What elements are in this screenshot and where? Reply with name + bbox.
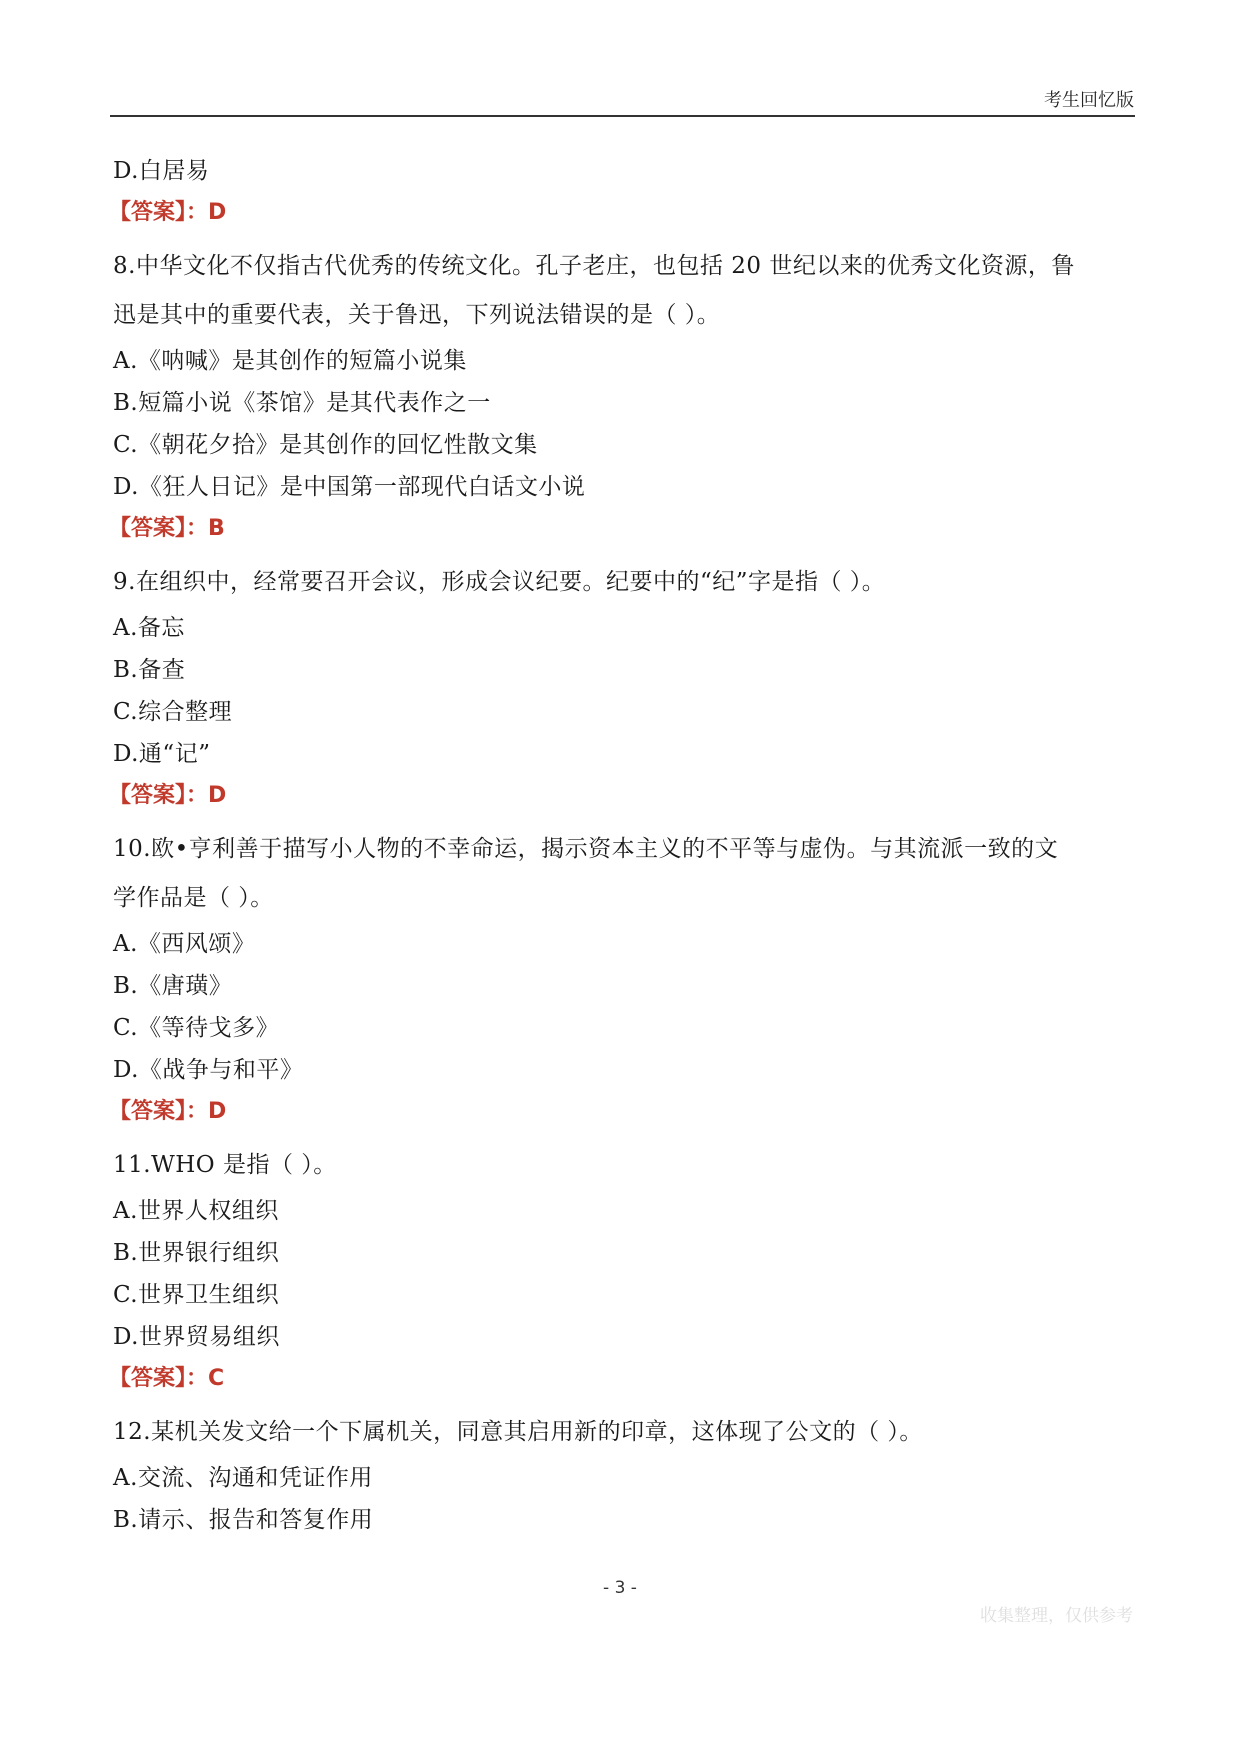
question-8-option-a: A.《呐喊》是其创作的短篇小说集: [113, 348, 467, 374]
question-9: [109, 558, 1133, 817]
question-11-answer: 【答案】：C: [109, 1366, 225, 1391]
question-content: [109, 150, 1133, 1541]
question-10-option-c: C.《等待戈多》: [113, 1015, 280, 1041]
question-10-option-b: B.《唐璜》: [113, 973, 233, 999]
question-11-option-d: D.世界贸易组织: [113, 1324, 280, 1350]
question-9-option-d: D.通“记”: [113, 741, 211, 767]
question-12-option-b: B.请示、报告和答复作用: [113, 1507, 374, 1533]
question-11: [109, 1141, 1133, 1400]
question-10-stem-line2: 学作品是（ ）。: [113, 885, 274, 911]
question-10-answer: 【答案】：D: [109, 1099, 227, 1124]
prev-option-d: D.白居易: [113, 158, 210, 184]
question-12: [113, 1408, 1133, 1541]
question-11-option-b: B.世界银行组织: [113, 1240, 280, 1266]
question-9-option-b: B.备查: [113, 657, 186, 683]
prev-answer: 【答案】：D: [109, 200, 227, 225]
question-9-option-c: C.综合整理: [113, 699, 233, 725]
question-9-stem-line1: 9.在组织中，经常要召开会议，形成会议纪要。纪要中的“纪”字是指（ ）。: [113, 569, 886, 595]
question-9-option-a: A.备忘: [113, 615, 185, 641]
page-number: - 3 -: [603, 1578, 637, 1598]
question-8-option-b: B.短篇小说《茶馆》是其代表作之一: [113, 390, 491, 416]
watermark-text: 收集整理，仅供参考: [980, 1606, 1133, 1626]
question-11-option-c: C.世界卫生组织: [113, 1282, 280, 1308]
question-11-stem-line1: 11.WHO 是指（ ）。: [113, 1152, 337, 1178]
question-8-stem-line1: 8.中华文化不仅指古代优秀的传统文化。孔子老庄，也包括 20 世纪以来的优秀文化资源，鲁: [113, 253, 1075, 279]
question-10-option-a: A.《西风颂》: [113, 931, 256, 957]
question-12-option-a: A.交流、沟通和凭证作用: [113, 1465, 373, 1491]
question-8-option-d: D.《狂人日记》是中国第一部现代白话文小说: [113, 474, 586, 500]
question-11-option-a: A.世界人权组织: [113, 1198, 279, 1224]
question-8-answer: 【答案】：B: [109, 516, 225, 541]
header-label: 考生回忆版: [1044, 90, 1134, 111]
question-8-option-c: C.《朝花夕拾》是其创作的回忆性散文集: [113, 432, 538, 458]
question-10: [109, 825, 1133, 1133]
question-8-stem-line2: 迅是其中的重要代表，关于鲁迅，下列说法错误的是（ ）。: [113, 302, 721, 328]
header-rule: [110, 115, 1135, 117]
question-10-stem-line1: 10.欧•亨利善于描写小人物的不幸命运，揭示资本主义的不平等与虚伪。与其流派一致的文: [113, 836, 1059, 862]
question-8: [109, 242, 1133, 550]
question-10-option-d: D.《战争与和平》: [113, 1057, 304, 1083]
question-9-answer: 【答案】：D: [109, 783, 227, 808]
question-12-stem-line1: 12.某机关发文给一个下属机关，同意其启用新的印章，这体现了公文的（ ）。: [113, 1419, 923, 1445]
